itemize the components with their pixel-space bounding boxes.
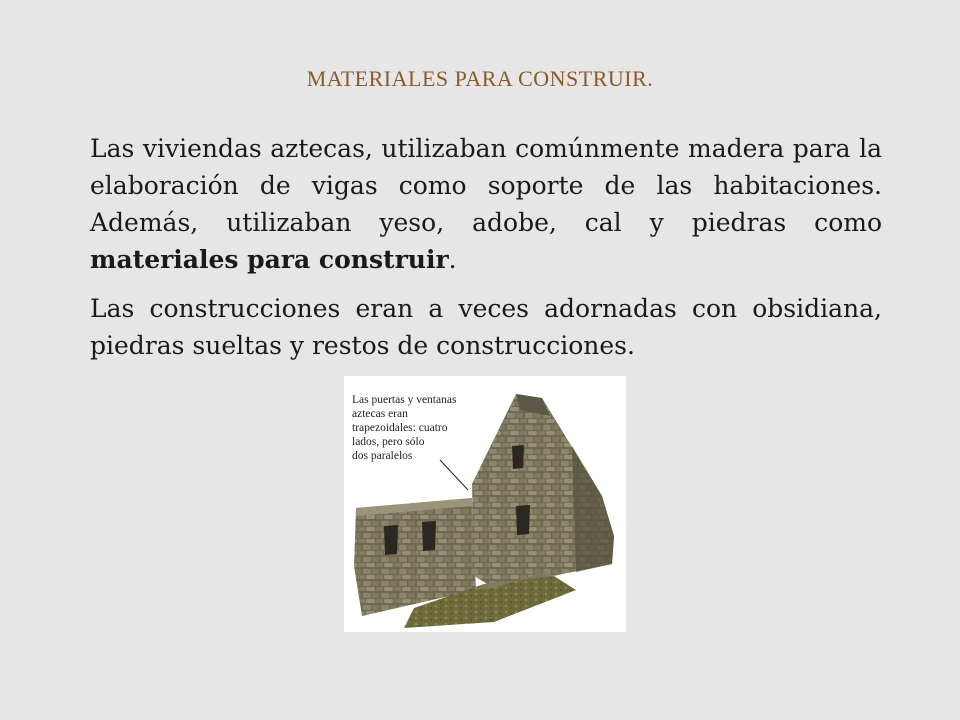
slide-body [90, 130, 882, 376]
paragraph-materials [90, 130, 882, 278]
slide-title: MATERIALES PARA CONSTRUIR. [306, 66, 654, 91]
paragraph-decoration: Las construcciones eran a veces adornadas con obsidiana, piedras sueltas y restos de construcciones. [90, 294, 882, 360]
caption-line: aztecas eran [352, 408, 408, 420]
paragraph-materials-text: Las viviendas aztecas, utilizaban comúnmente madera para la elaboración de vigas como soporte de las habitaciones. Además, utilizaban yeso, adobe, cal y piedras como [90, 134, 882, 237]
caption-line: dos paralelos [352, 450, 413, 462]
window-niche [384, 525, 398, 555]
caption-line: lados, pero sólo [352, 436, 425, 448]
caption-line: trapezoidales: cuatro [352, 422, 448, 434]
figure-caption [352, 393, 502, 463]
stone-house-figure [344, 376, 626, 632]
caption-line: Las puertas y ventanas [352, 394, 457, 406]
paragraph-materials-bold: materiales para construir [90, 245, 449, 274]
paragraph-materials-end: . [448, 245, 457, 274]
